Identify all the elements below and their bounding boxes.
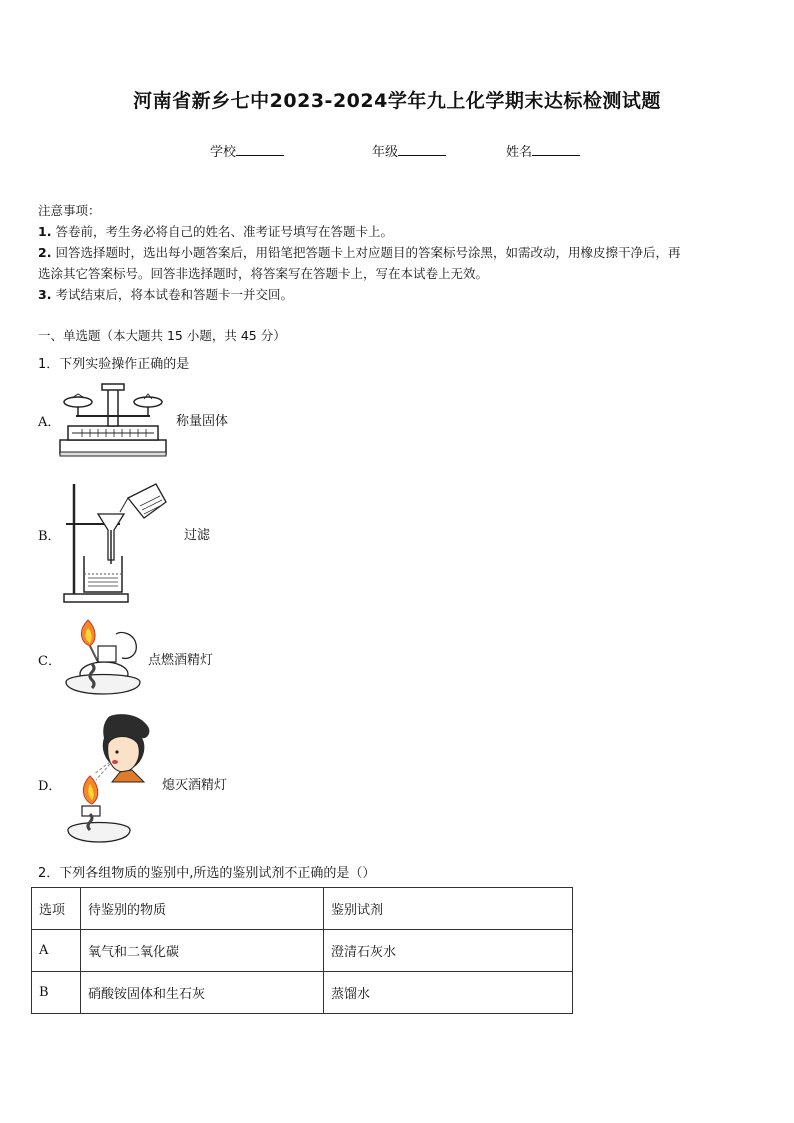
table-header-cell: 鉴别试剂 <box>324 888 573 930</box>
table-row <box>32 972 573 1014</box>
table-cell: 氧气和二氧化碳 <box>81 930 324 972</box>
alcohol-lamp-lighting-icon <box>60 616 146 706</box>
grade-label: 年级 <box>372 145 399 160</box>
option-a-label: A． <box>38 415 61 430</box>
name-field <box>506 141 580 160</box>
notes-item: 3. 考试结束后，将本试卷和答题卡一并交回。 <box>38 287 293 302</box>
school-blank <box>236 143 284 156</box>
table-row <box>32 930 573 972</box>
table-header-cell: 待鉴别的物质 <box>81 888 324 930</box>
answer-table <box>31 887 573 1014</box>
name-blank <box>532 143 580 156</box>
blowing-out-lamp-icon <box>60 710 156 850</box>
table-cell: 蒸馏水 <box>324 972 573 1014</box>
option-a-text: 称量固体 <box>176 414 229 429</box>
notes-item: 2. 回答选择题时，选出每小题答案后，用铅笔把答题卡上对应题目的答案标号涂黑，如需改动，用橡皮擦干净后，再 <box>38 245 681 260</box>
table-cell: B <box>32 972 81 1014</box>
school-field <box>210 141 284 160</box>
notes-item: 1. 答卷前，考生务必将自己的姓名、准考证号填写在答题卡上。 <box>38 224 393 239</box>
section-heading: 一、单选题（本大题共 15 小题，共 45 分） <box>38 328 286 343</box>
table-cell: 澄清石灰水 <box>324 930 573 972</box>
option-b-text: 过滤 <box>184 528 211 543</box>
question-1-stem: 1．下列实验操作正确的是 <box>38 357 190 372</box>
question-2-stem: 2．下列各组物质的鉴别中,所选的鉴别试剂不正确的是（） <box>38 866 376 881</box>
option-d-label: D． <box>38 779 62 794</box>
option-d-text: 熄灭酒精灯 <box>162 778 228 793</box>
option-c-label: C． <box>38 654 61 669</box>
balance-icon <box>58 380 170 458</box>
page-title: 河南省新乡七中2023-2024学年九上化学期末达标检测试题 <box>133 90 661 112</box>
notes-heading: 注意事项： <box>38 203 101 218</box>
table-header-cell: 选项 <box>32 888 81 930</box>
table-cell: 硝酸铵固体和生石灰 <box>81 972 324 1014</box>
notes-item: 选涂其它答案标号。回答非选择题时，将答案写在答题卡上，写在本试卷上无效。 <box>38 266 489 281</box>
table-cell: A <box>32 930 81 972</box>
option-c-text: 点燃酒精灯 <box>148 653 214 668</box>
name-label: 姓名 <box>506 145 533 160</box>
grade-blank <box>398 143 446 156</box>
school-label: 学校 <box>210 145 237 160</box>
table-header-row <box>32 888 573 930</box>
notes-block <box>38 200 760 305</box>
filtration-icon <box>60 478 170 608</box>
option-b-label: B． <box>38 529 61 544</box>
grade-field <box>372 141 446 160</box>
